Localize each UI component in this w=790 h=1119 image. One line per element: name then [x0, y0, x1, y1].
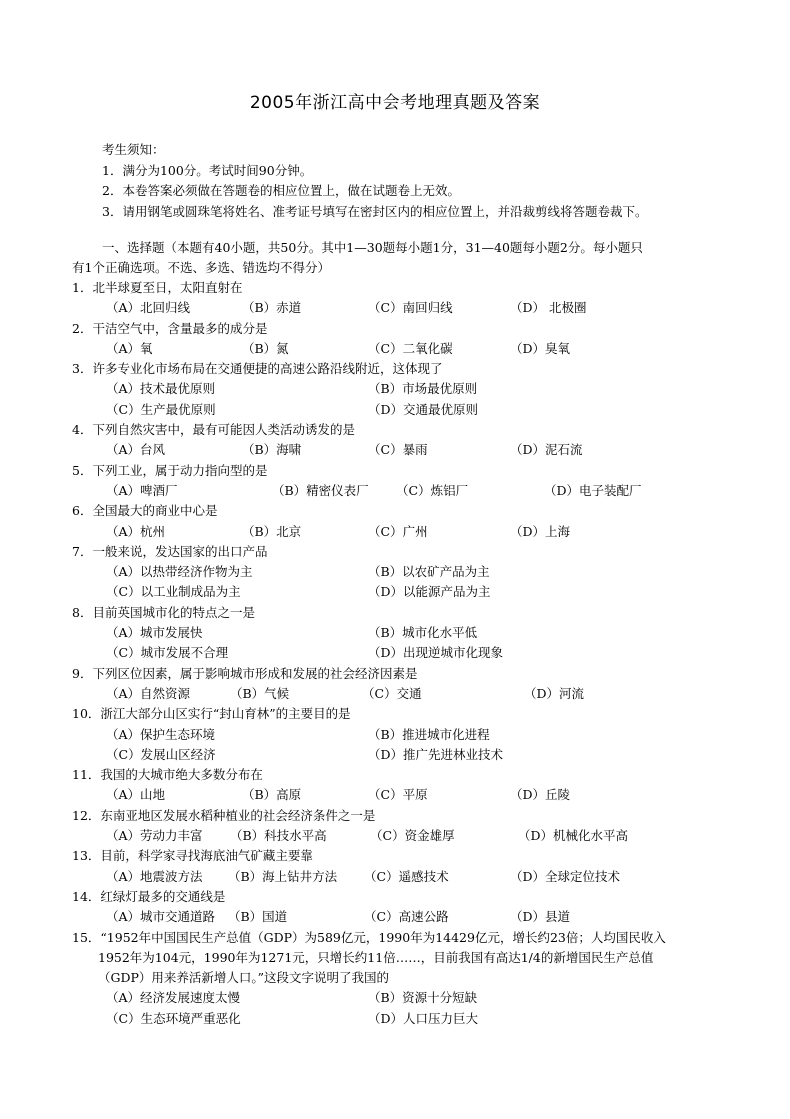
question-item: [72, 603, 732, 664]
option-row: [72, 988, 732, 1008]
answer-option[interactable]: （C）二氧化碳: [368, 340, 453, 356]
answer-option[interactable]: （B）氮: [242, 340, 289, 356]
answer-option[interactable]: （B）海啸: [242, 442, 302, 458]
question-stem: 14．红绿灯最多的交通线是: [72, 888, 226, 904]
answer-option[interactable]: （C）高速公路: [364, 909, 449, 925]
option-row: [72, 745, 732, 765]
option-row: [72, 582, 732, 602]
answer-option[interactable]: （D）以能源产品为主: [368, 584, 491, 600]
answer-option[interactable]: （A）城市交通道路: [106, 909, 216, 925]
answer-option[interactable]: （D）臭氧: [510, 340, 571, 356]
question-stem: 12．东南亚地区发展水稻种植业的社会经济条件之一是: [72, 807, 376, 823]
answer-option[interactable]: （A）氧: [106, 340, 153, 356]
option-row: [72, 562, 732, 582]
question-item: [72, 278, 732, 319]
question-stem: 10．浙江大部分山区实行“封山育林”的主要目的是: [72, 706, 351, 722]
question-item: [72, 846, 732, 887]
answer-option[interactable]: （C）生产最优原则: [106, 401, 216, 417]
question-stem: 6．全国最大的商业中心是: [72, 503, 218, 519]
answer-option[interactable]: （B）国道: [228, 909, 288, 925]
option-row: [72, 440, 732, 460]
notice-item: 1．满分为100分。考试时间90分钟。: [102, 162, 313, 178]
question-item: [72, 501, 732, 542]
answer-option[interactable]: （A）技术最优原则: [106, 381, 216, 397]
answer-option[interactable]: （A）城市发展快: [106, 625, 203, 641]
question-item: [72, 887, 732, 928]
question-stem: 13．目前，科学家寻找海底油气矿藏主要靠: [72, 848, 313, 864]
answer-option[interactable]: （A）以热带经济作物为主: [106, 564, 253, 580]
answer-option[interactable]: （A）地震波方法: [106, 868, 203, 884]
question-stem-continued: （GDP）用来养活新增人口。”这段文字说明了我国的: [98, 970, 390, 986]
option-row: [72, 643, 732, 663]
answer-option[interactable]: （A）山地: [106, 787, 166, 803]
option-row: [72, 785, 732, 805]
answer-option[interactable]: （C）生态环境严重恶化: [106, 1010, 241, 1026]
notice-item: 3．请用钢笔或圆珠笔将姓名、准考证号填写在密封区内的相应位置上，并沿裁剪线将答题卷裁下。: [102, 203, 648, 219]
answer-option[interactable]: （D）河流: [524, 685, 585, 701]
question-stem: 1．北半球夏至日，太阳直射在: [72, 280, 243, 295]
answer-option[interactable]: （A）自然资源: [106, 685, 191, 701]
answer-option[interactable]: （C）资金雄厚: [370, 828, 455, 844]
question-stem: 2．干洁空气中，含量最多的成分是: [72, 320, 268, 336]
question-item: [72, 765, 732, 806]
option-row: [72, 522, 732, 542]
answer-option[interactable]: （A）北回归线: [106, 300, 191, 316]
question-stem: 9．下列区位因素，属于影响城市形成和发展的社会经济因素是: [72, 665, 418, 681]
answer-option[interactable]: （C）南回归线: [368, 300, 453, 316]
answer-option[interactable]: （B）科技水平高: [230, 828, 327, 844]
option-row: [72, 907, 732, 927]
question-stem: 15．“1952年中国国民生产总值（GDP）为589亿元，1990年为14429亿元，增长约23倍；人均国民收入: [72, 929, 666, 945]
page-title: 2005年浙江高中会考地理真题及答案: [249, 93, 541, 113]
answer-option[interactable]: （D）上海: [510, 523, 571, 539]
answer-option[interactable]: （C）炼铝厂: [396, 482, 469, 498]
question-item: [72, 704, 732, 765]
answer-option[interactable]: （B）北京: [242, 523, 302, 539]
option-row: [72, 867, 732, 887]
section-instructions-line: 有1个正确选项。不选、多选、错选均不得分）: [72, 260, 330, 275]
section-instructions-line: 一、选择题（本题有40小题，共50分。其中1—30题每小题1分，31—40题每小题2分。每小题只: [102, 240, 643, 255]
answer-option[interactable]: （A）杭州: [106, 523, 166, 539]
notice-item: 2．本卷答案必须做在答题卷的相应位置上，做在试题卷上无效。: [102, 183, 460, 198]
answer-option[interactable]: （C）遥感技术: [364, 868, 449, 884]
answer-option[interactable]: （B）推进城市化进程: [368, 726, 490, 742]
answer-option[interactable]: （B）城市化水平低: [368, 625, 478, 641]
answer-option[interactable]: （D）机械化水平高: [518, 828, 629, 844]
answer-option[interactable]: （D）丘陵: [510, 787, 571, 803]
question-item: [72, 420, 732, 461]
question-stem: 4．下列自然灾害中，最有可能因人类活动诱发的是: [72, 422, 355, 438]
question-stem: 11．我国的大城市绝大多数分布在: [72, 767, 263, 783]
answer-option[interactable]: （B）市场最优原则: [368, 381, 478, 397]
answer-option[interactable]: （D）出现逆城市化现象: [368, 645, 504, 661]
question-item: [72, 542, 732, 603]
option-row: [72, 298, 732, 318]
answer-option[interactable]: （C）发展山区经济: [106, 746, 216, 762]
option-row: [72, 379, 732, 399]
question-stem: 7．一般来说，发达国家的出口产品: [72, 543, 268, 559]
answer-option[interactable]: （D）泥石流: [510, 442, 583, 458]
answer-option[interactable]: （A）台风: [106, 442, 166, 458]
answer-option[interactable]: （C）以工业制成品为主: [106, 584, 241, 600]
option-row: [72, 1009, 732, 1029]
option-row: [72, 826, 732, 846]
answer-option[interactable]: （D）推广先进林业技术: [368, 746, 504, 762]
option-row: [72, 725, 732, 745]
question-item: [72, 461, 732, 502]
question-item: [72, 806, 732, 847]
answer-option[interactable]: （D）县道: [510, 909, 571, 925]
answer-option[interactable]: （A）劳动力丰富: [106, 828, 203, 844]
answer-option[interactable]: （C）平原: [368, 787, 428, 803]
question-item: [72, 359, 732, 420]
question-item: [72, 319, 732, 360]
answer-option[interactable]: （B）以农矿产品为主: [368, 564, 490, 580]
answer-option[interactable]: （A）经济发展速度太慢: [106, 990, 241, 1006]
section-instructions: [72, 238, 722, 278]
option-row: [72, 684, 732, 704]
question-item: [72, 928, 732, 1029]
answer-option[interactable]: （D）全球定位技术: [510, 868, 621, 884]
question-list: [72, 278, 732, 1029]
answer-option[interactable]: （B）海上钻井方法: [228, 868, 338, 884]
answer-option[interactable]: （A）啤酒厂: [106, 482, 178, 498]
answer-option[interactable]: （B）资源十分短缺: [368, 990, 478, 1006]
option-row: [72, 481, 732, 501]
answer-option[interactable]: （C）广州: [368, 523, 428, 539]
question-stem: 3．许多专业化市场布局在交通便捷的高速公路沿线附近，这体现了: [72, 361, 443, 377]
answer-option[interactable]: （D）电子装配厂: [544, 482, 642, 498]
answer-option[interactable]: （A）保护生态环境: [106, 726, 216, 742]
answer-option[interactable]: （C）交通: [362, 685, 422, 701]
answer-option[interactable]: （D） 北极圈: [510, 300, 587, 316]
question-item: [72, 664, 732, 705]
answer-option[interactable]: （D）交通最优原则: [368, 401, 479, 417]
answer-option[interactable]: （B）赤道: [242, 300, 302, 316]
answer-option[interactable]: （C）暴雨: [368, 442, 428, 458]
option-row: [72, 623, 732, 643]
notice-heading: 考生须知：: [102, 142, 165, 157]
answer-option[interactable]: （C）城市发展不合理: [106, 645, 229, 661]
exam-notice: [102, 140, 647, 222]
answer-option[interactable]: （B）气候: [230, 685, 290, 701]
option-row: [72, 400, 732, 420]
question-stem: 5．下列工业，属于动力指向型的是: [72, 462, 268, 478]
answer-option[interactable]: （D）人口压力巨大: [368, 1010, 479, 1026]
answer-option[interactable]: （B）精密仪表厂: [272, 482, 369, 498]
question-stem: 8．目前英国城市化的特点之一是: [72, 604, 255, 620]
question-stem-continued: 1952年为104元，1990年为1271元，只增长约11倍……，目前我国有高达1/4的新增国民生产总值: [98, 949, 654, 965]
answer-option[interactable]: （B）高原: [242, 787, 302, 803]
option-row: [72, 339, 732, 359]
